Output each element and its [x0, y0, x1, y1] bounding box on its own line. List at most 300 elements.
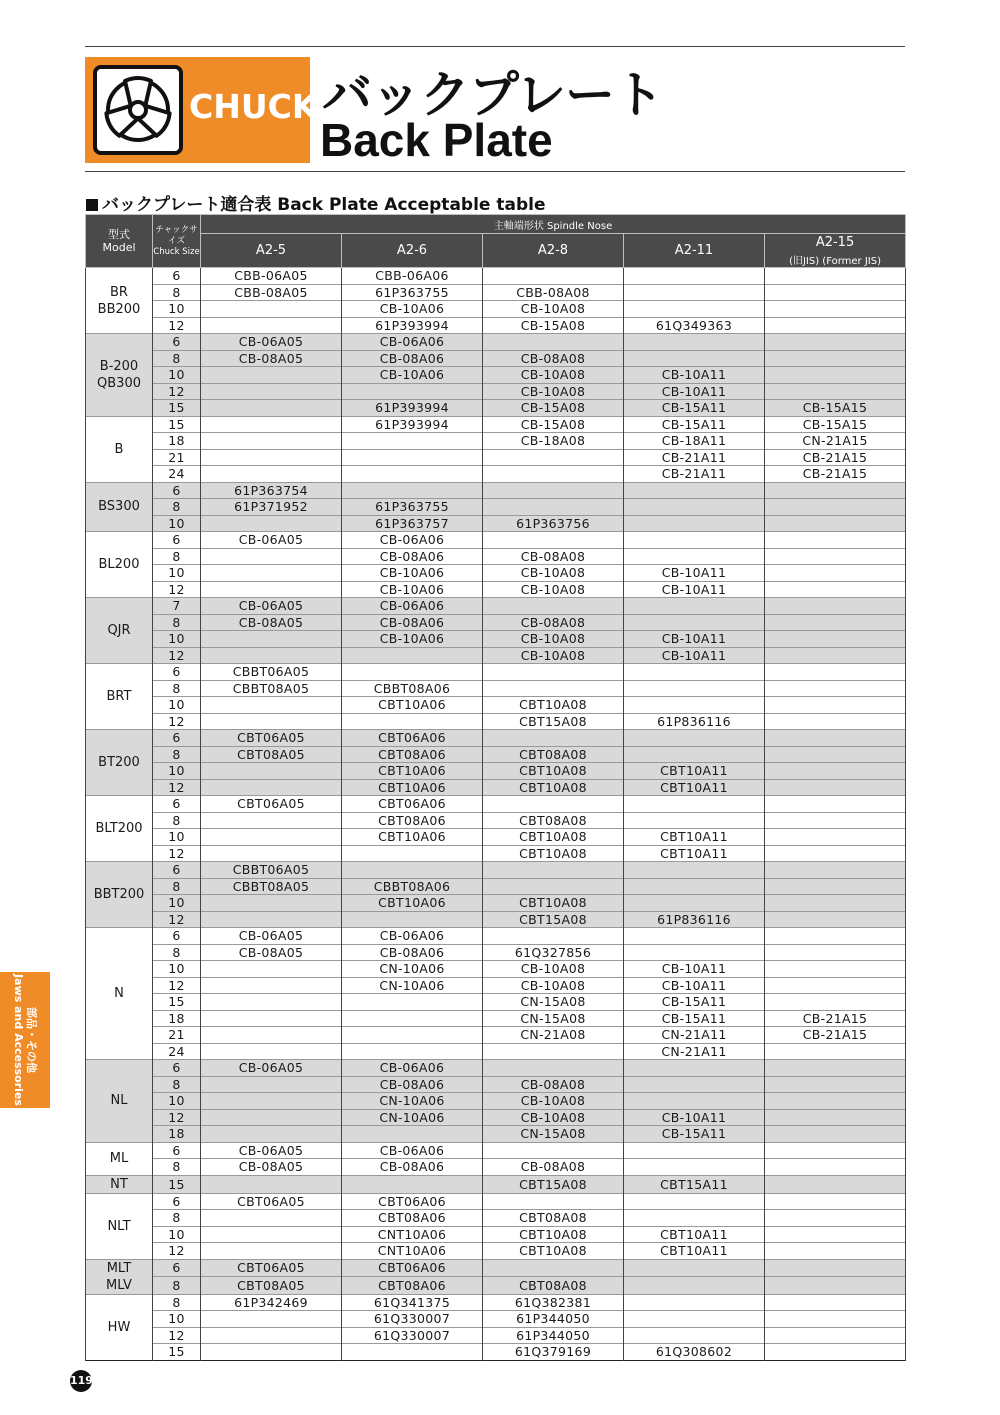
part-number-cell: CB-21A15 [765, 449, 906, 466]
part-number-cell: CB-10A08 [483, 977, 624, 994]
part-number-cell: CB-06A06 [342, 598, 483, 615]
part-number-cell: CBT08A06 [342, 746, 483, 763]
part-number-cell: CBB-08A05 [201, 284, 342, 301]
part-number-cell: CBT10A08 [483, 845, 624, 862]
part-number-cell [765, 383, 906, 400]
table-row [86, 878, 906, 895]
part-number-cell: CBT10A11 [624, 1226, 765, 1243]
part-number-cell [765, 944, 906, 961]
part-number-cell: CBT15A11 [624, 1175, 765, 1193]
part-number-cell: CN-10A06 [342, 977, 483, 994]
chuck-size-cell: 10 [153, 515, 201, 532]
part-number-cell: CBT06A05 [201, 1259, 342, 1277]
model-cell: N [86, 928, 153, 1060]
part-number-cell: CB-08A05 [201, 350, 342, 367]
part-number-cell: CBBT06A05 [201, 862, 342, 879]
section-heading [86, 190, 545, 215]
part-number-cell [483, 1060, 624, 1077]
model-group [86, 1259, 906, 1294]
part-number-cell: CB-10A11 [624, 647, 765, 664]
part-number-cell [483, 499, 624, 516]
part-number-cell: CNT10A06 [342, 1243, 483, 1260]
part-number-cell: 61P363754 [201, 482, 342, 499]
part-number-cell: CN-15A08 [483, 1010, 624, 1027]
part-number-cell: 61P342469 [201, 1294, 342, 1311]
part-number-cell [342, 466, 483, 483]
model-group [86, 416, 906, 482]
part-number-cell: CBBT08A06 [342, 878, 483, 895]
part-number-cell [483, 862, 624, 879]
part-number-cell [342, 1043, 483, 1060]
table-row [86, 1226, 906, 1243]
part-number-cell: CBT10A11 [624, 845, 765, 862]
table-row [86, 812, 906, 829]
model-cell: ML [86, 1142, 153, 1175]
chuck-size-cell: 6 [153, 1060, 201, 1077]
part-number-cell: CBT10A06 [342, 829, 483, 846]
part-number-cell: CBBT08A06 [342, 680, 483, 697]
table-row [86, 565, 906, 582]
chuck-size-cell: 6 [153, 1193, 201, 1210]
part-number-cell [624, 1259, 765, 1277]
part-number-cell: CB-06A05 [201, 532, 342, 549]
model-cell: NLT [86, 1193, 153, 1259]
model-group [86, 532, 906, 598]
part-number-cell [201, 1327, 342, 1344]
part-number-cell [765, 977, 906, 994]
part-number-cell [765, 746, 906, 763]
part-number-cell [765, 1126, 906, 1143]
part-number-cell [765, 1210, 906, 1227]
header-spindle-nose: 主軸端形状 Spindle Nose [201, 215, 906, 234]
back-plate-table [85, 214, 906, 1361]
part-number-cell: CBT10A08 [483, 1243, 624, 1260]
part-number-cell: CN-10A06 [342, 1093, 483, 1110]
part-number-cell [201, 400, 342, 417]
part-number-cell: CBBT06A05 [201, 664, 342, 681]
part-number-cell: CB-08A06 [342, 1076, 483, 1093]
table-row [86, 1259, 906, 1277]
part-number-cell: CBB-08A08 [483, 284, 624, 301]
part-number-cell [624, 598, 765, 615]
part-number-cell: 61P371952 [201, 499, 342, 516]
part-number-cell: 61Q327856 [483, 944, 624, 961]
part-number-cell: CBT08A08 [483, 1210, 624, 1227]
model-group [86, 730, 906, 796]
table-row [86, 862, 906, 879]
table-row [86, 515, 906, 532]
part-number-cell [624, 878, 765, 895]
part-number-cell [765, 581, 906, 598]
part-number-cell [624, 796, 765, 813]
part-number-cell [765, 1344, 906, 1361]
part-number-cell: CB-18A08 [483, 433, 624, 450]
part-number-cell [201, 697, 342, 714]
part-number-cell [342, 1175, 483, 1193]
table-row [86, 466, 906, 483]
chuck-size-cell: 10 [153, 829, 201, 846]
table-row [86, 317, 906, 334]
part-number-cell: CN-10A06 [342, 1109, 483, 1126]
part-number-cell: CBT06A06 [342, 730, 483, 747]
table-row [86, 581, 906, 598]
part-number-cell [201, 1027, 342, 1044]
part-number-cell: CB-08A05 [201, 614, 342, 631]
chuck-size-cell: 8 [153, 350, 201, 367]
table-row [86, 746, 906, 763]
part-number-cell [624, 680, 765, 697]
model-group [86, 1060, 906, 1143]
part-number-cell: CB-21A15 [765, 1027, 906, 1044]
part-number-cell [624, 499, 765, 516]
title-bottom-rule [85, 171, 905, 172]
part-number-cell [201, 994, 342, 1011]
part-number-cell [765, 845, 906, 862]
chuck-size-cell: 21 [153, 1027, 201, 1044]
part-number-cell [483, 532, 624, 549]
part-number-cell: CB-15A15 [765, 416, 906, 433]
table-row [86, 614, 906, 631]
chuck-icon [93, 65, 183, 155]
part-number-cell [765, 1193, 906, 1210]
part-number-cell [624, 482, 765, 499]
page-number: 119 [70, 1370, 92, 1392]
part-number-cell [201, 1243, 342, 1260]
model-cell: BS300 [86, 482, 153, 532]
part-number-cell: CBT10A08 [483, 779, 624, 796]
model-cell: HW [86, 1294, 153, 1360]
part-number-cell: CB-15A08 [483, 317, 624, 334]
part-number-cell: CBT10A06 [342, 763, 483, 780]
part-number-cell: 61Q308602 [624, 1344, 765, 1361]
part-number-cell [483, 482, 624, 499]
chuck-size-cell: 10 [153, 763, 201, 780]
part-number-cell: CB-15A08 [483, 416, 624, 433]
model-group [86, 1142, 906, 1175]
chuck-size-cell: 12 [153, 713, 201, 730]
header-size-jp: チャックサイズ [155, 224, 198, 246]
part-number-cell [624, 1159, 765, 1176]
part-number-cell: CB-10A11 [624, 367, 765, 384]
chuck-size-cell: 8 [153, 548, 201, 565]
header-nose-a2-15 [765, 234, 906, 268]
part-number-cell: CBT06A05 [201, 1193, 342, 1210]
part-number-cell [201, 1043, 342, 1060]
part-number-cell [342, 911, 483, 928]
part-number-cell: CBT08A06 [342, 1210, 483, 1227]
chuck-size-cell: 8 [153, 746, 201, 763]
table-row [86, 713, 906, 730]
part-number-cell: CBT08A08 [483, 746, 624, 763]
part-number-cell [201, 895, 342, 912]
part-number-cell: CN-21A08 [483, 1027, 624, 1044]
part-number-cell: CBBT08A05 [201, 680, 342, 697]
part-number-cell: CB-10A06 [342, 565, 483, 582]
part-number-cell [201, 763, 342, 780]
part-number-cell: 61P393994 [342, 317, 483, 334]
part-number-cell [201, 1226, 342, 1243]
chuck-size-cell: 12 [153, 581, 201, 598]
part-number-cell [201, 383, 342, 400]
part-number-cell: CBT10A11 [624, 763, 765, 780]
part-number-cell [201, 565, 342, 582]
part-number-cell: CBT10A08 [483, 1226, 624, 1243]
table-row [86, 1010, 906, 1027]
part-number-cell: 61P836116 [624, 713, 765, 730]
part-number-cell [201, 317, 342, 334]
chuck-size-cell: 6 [153, 1259, 201, 1277]
part-number-cell: CB-10A08 [483, 1109, 624, 1126]
model-cell: BR BB200 [86, 268, 153, 334]
part-number-cell [765, 994, 906, 1011]
part-number-cell [624, 664, 765, 681]
chuck-size-cell: 12 [153, 911, 201, 928]
part-number-cell [765, 862, 906, 879]
table-row [86, 796, 906, 813]
part-number-cell: CB-10A06 [342, 631, 483, 648]
part-number-cell: CB-08A05 [201, 944, 342, 961]
part-number-cell [342, 1344, 483, 1361]
model-cell: BBT200 [86, 862, 153, 928]
part-number-cell: CB-10A06 [342, 301, 483, 318]
part-number-cell [765, 763, 906, 780]
chuck-size-cell: 10 [153, 367, 201, 384]
model-group [86, 1294, 906, 1360]
part-number-cell [624, 334, 765, 351]
part-number-cell [765, 1327, 906, 1344]
part-number-cell: CB-15A11 [624, 400, 765, 417]
part-number-cell: CB-06A06 [342, 334, 483, 351]
part-number-cell: CN-10A06 [342, 961, 483, 978]
part-number-cell: 61P363757 [342, 515, 483, 532]
part-number-cell: CB-15A11 [624, 1126, 765, 1143]
part-number-cell [624, 944, 765, 961]
part-number-cell: CB-10A08 [483, 961, 624, 978]
part-number-cell: CB-08A08 [483, 614, 624, 631]
part-number-cell [201, 977, 342, 994]
part-number-cell: 61P344050 [483, 1327, 624, 1344]
part-number-cell [765, 301, 906, 318]
chuck-size-cell: 6 [153, 1142, 201, 1159]
chuck-size-cell: 8 [153, 1159, 201, 1176]
chuck-size-cell: 12 [153, 383, 201, 400]
part-number-cell: CBT08A05 [201, 746, 342, 763]
part-number-cell [624, 1076, 765, 1093]
part-number-cell [201, 1311, 342, 1328]
header-nose-a2-5: A2-5 [201, 234, 342, 268]
part-number-cell [624, 515, 765, 532]
part-number-cell: CB-10A11 [624, 961, 765, 978]
table-row [86, 763, 906, 780]
header-size-en: Chuck Size [153, 246, 200, 257]
part-number-cell: CB-10A08 [483, 1093, 624, 1110]
part-number-cell [483, 1043, 624, 1060]
part-number-cell: CB-10A08 [483, 301, 624, 318]
chuck-size-cell: 10 [153, 697, 201, 714]
table-row [86, 1277, 906, 1295]
part-number-cell [201, 911, 342, 928]
chuck-size-cell: 10 [153, 961, 201, 978]
model-group [86, 598, 906, 664]
part-number-cell [624, 812, 765, 829]
chuck-size-cell: 8 [153, 812, 201, 829]
header-nose-a2-11: A2-11 [624, 234, 765, 268]
part-number-cell [342, 482, 483, 499]
part-number-cell [483, 664, 624, 681]
table-row [86, 1311, 906, 1328]
part-number-cell: CB-10A08 [483, 647, 624, 664]
part-number-cell [483, 878, 624, 895]
chuck-size-cell: 24 [153, 1043, 201, 1060]
table-row [86, 664, 906, 681]
part-number-cell [765, 829, 906, 846]
part-number-cell [624, 532, 765, 549]
part-number-cell: CB-10A08 [483, 383, 624, 400]
table-row [86, 779, 906, 796]
part-number-cell: CBT10A11 [624, 1243, 765, 1260]
part-number-cell [765, 631, 906, 648]
table-row [86, 730, 906, 747]
part-number-cell [765, 284, 906, 301]
table-row [86, 928, 906, 945]
part-number-cell [624, 862, 765, 879]
part-number-cell: 61P836116 [624, 911, 765, 928]
model-cell: BT200 [86, 730, 153, 796]
header-model [86, 215, 153, 268]
part-number-cell [483, 1142, 624, 1159]
chuck-size-cell: 18 [153, 1010, 201, 1027]
part-number-cell: CB-08A08 [483, 1076, 624, 1093]
header-nose-a2-8: A2-8 [483, 234, 624, 268]
part-number-cell [765, 664, 906, 681]
part-number-cell [483, 449, 624, 466]
part-number-cell [765, 911, 906, 928]
model-cell: NL [86, 1060, 153, 1143]
chuck-size-cell: 8 [153, 944, 201, 961]
part-number-cell: CBT10A08 [483, 895, 624, 912]
chuck-size-cell: 6 [153, 796, 201, 813]
part-number-cell [201, 779, 342, 796]
table-row [86, 1193, 906, 1210]
chuck-size-cell: 8 [153, 1210, 201, 1227]
part-number-cell [765, 334, 906, 351]
part-number-cell: 61Q349363 [624, 317, 765, 334]
part-number-cell: 61Q341375 [342, 1294, 483, 1311]
chuck-size-cell: 10 [153, 1093, 201, 1110]
chuck-size-cell: 18 [153, 433, 201, 450]
part-number-cell [624, 548, 765, 565]
model-cell: B-200 QB300 [86, 334, 153, 417]
model-cell: MLT MLV [86, 1259, 153, 1294]
table-row [86, 449, 906, 466]
part-number-cell: CN-15A08 [483, 1126, 624, 1143]
part-number-cell [765, 317, 906, 334]
part-number-cell: CB-15A11 [624, 1010, 765, 1027]
part-number-cell: CBT10A08 [483, 697, 624, 714]
part-number-cell [624, 746, 765, 763]
part-number-cell [765, 730, 906, 747]
table-row [86, 334, 906, 351]
part-number-cell [624, 614, 765, 631]
part-number-cell [201, 647, 342, 664]
side-tab-label-jp: 部品・その他 [25, 1006, 38, 1073]
part-number-cell [765, 614, 906, 631]
model-cell: BL200 [86, 532, 153, 598]
part-number-cell: CB-08A05 [201, 1159, 342, 1176]
part-number-cell: CBT06A06 [342, 1193, 483, 1210]
table-row [86, 994, 906, 1011]
part-number-cell: CB-10A08 [483, 565, 624, 582]
part-number-cell [201, 961, 342, 978]
table-row [86, 977, 906, 994]
chuck-size-cell: 12 [153, 1327, 201, 1344]
part-number-cell: CBT10A11 [624, 779, 765, 796]
part-number-cell: CB-10A11 [624, 631, 765, 648]
part-number-cell: CB-10A11 [624, 1109, 765, 1126]
part-number-cell: CB-08A06 [342, 548, 483, 565]
part-number-cell: CNT10A06 [342, 1226, 483, 1243]
part-number-cell: CBT08A06 [342, 812, 483, 829]
part-number-cell [624, 1327, 765, 1344]
chuck-size-cell: 6 [153, 482, 201, 499]
square-bullet-icon [86, 199, 98, 211]
table-row [86, 697, 906, 714]
part-number-cell: CBT10A11 [624, 829, 765, 846]
chuck-size-cell: 8 [153, 1294, 201, 1311]
part-number-cell: CB-15A15 [765, 400, 906, 417]
chuck-size-cell: 12 [153, 647, 201, 664]
part-number-cell [765, 680, 906, 697]
part-number-cell: CB-06A05 [201, 598, 342, 615]
part-number-cell: CB-08A08 [483, 548, 624, 565]
chuck-size-cell: 8 [153, 1277, 201, 1295]
part-number-cell [483, 796, 624, 813]
model-group [86, 1175, 906, 1193]
part-number-cell: CB-06A05 [201, 1060, 342, 1077]
model-group [86, 664, 906, 730]
model-group [86, 334, 906, 417]
part-number-cell [201, 1344, 342, 1361]
table-row [86, 367, 906, 384]
part-number-cell [342, 713, 483, 730]
side-tab[interactable] [0, 972, 50, 1108]
chuck-size-cell: 12 [153, 1109, 201, 1126]
part-number-cell [765, 812, 906, 829]
section-heading-text: バックプレート適合表 Back Plate Acceptable table [102, 195, 546, 215]
part-number-cell: CB-21A11 [624, 449, 765, 466]
table-row [86, 845, 906, 862]
part-number-cell [765, 1226, 906, 1243]
part-number-cell: CB-10A11 [624, 383, 765, 400]
part-number-cell [765, 713, 906, 730]
table-row [86, 895, 906, 912]
part-number-cell: CBT06A05 [201, 730, 342, 747]
model-cell: QJR [86, 598, 153, 664]
part-number-cell: CBT10A06 [342, 779, 483, 796]
part-number-cell [765, 482, 906, 499]
part-number-cell [201, 466, 342, 483]
part-number-cell [624, 730, 765, 747]
table-row [86, 416, 906, 433]
part-number-cell [201, 449, 342, 466]
part-number-cell [624, 1193, 765, 1210]
table-row [86, 1210, 906, 1227]
part-number-cell [765, 598, 906, 615]
part-number-cell [483, 730, 624, 747]
part-number-cell [765, 1243, 906, 1260]
part-number-cell: CB-08A08 [483, 350, 624, 367]
part-number-cell: CBT10A08 [483, 829, 624, 846]
